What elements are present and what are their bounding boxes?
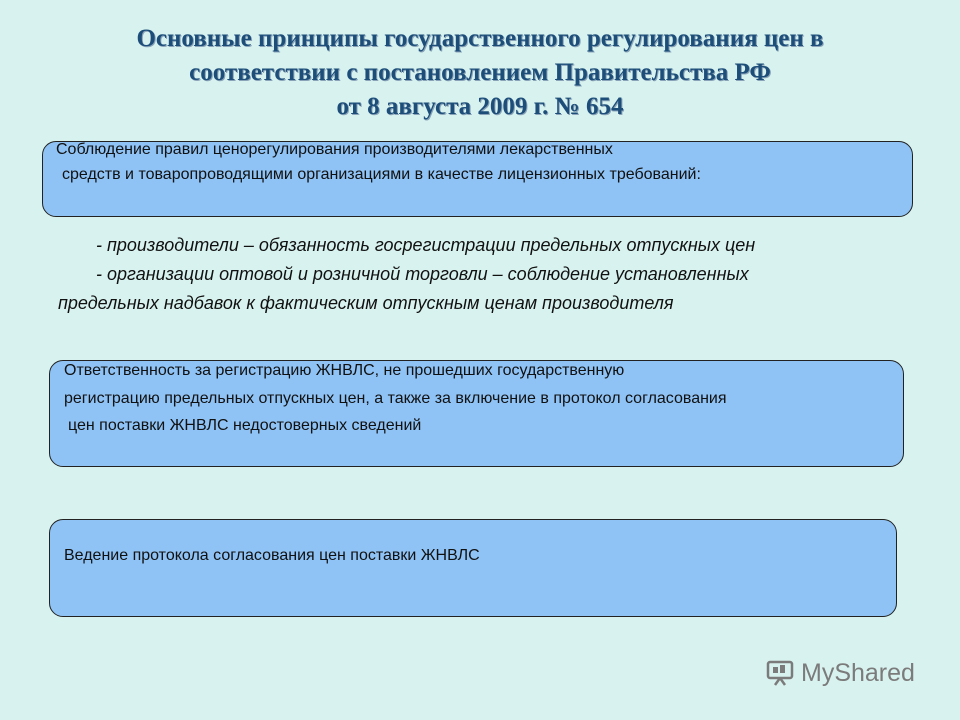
list-item-trade-organizations-continued: предельных надбавок к фактическим отпускным ценам производителя (58, 293, 674, 313)
principle-box-responsibility-line-1: Ответственность за регистрацию ЖНВЛС, не прошедших государственную (64, 362, 625, 379)
title-line-3: от 8 августа 2009 г. № 654 (336, 93, 624, 120)
principle-box-protocol (49, 519, 897, 617)
myshared-brand-text: MyShared (801, 658, 915, 687)
list-item-trade-organizations: - организации оптовой и розничной торговли – соблюдение установленных (96, 264, 749, 284)
principle-box-licensing-line-1: Соблюдение правил ценорегулирования производителями лекарственных (56, 141, 613, 158)
title-line-1: Основные принципы государственного регулирования цен в (136, 25, 824, 52)
title-line-2: соответствии с постановлением Правительства РФ (189, 59, 771, 86)
principle-box-protocol-line-1: Ведение протокола согласования цен поставки ЖНВЛС (64, 547, 480, 564)
principle-box-responsibility-line-3: цен поставки ЖНВЛС недостоверных сведений (68, 417, 422, 434)
page-title (40, 22, 920, 124)
principle-box-licensing-line-2: средств и товаропроводящими организациями в качестве лицензионных требований: (62, 166, 701, 183)
list-item-producers: - производители – обязанность госрегистрации предельных отпускных цен (96, 235, 756, 255)
myshared-logo (765, 658, 915, 688)
presentation-icon (765, 658, 795, 688)
principle-box-responsibility-line-2: регистрацию предельных отпускных цен, а также за включение в протокол согласования (64, 390, 727, 407)
